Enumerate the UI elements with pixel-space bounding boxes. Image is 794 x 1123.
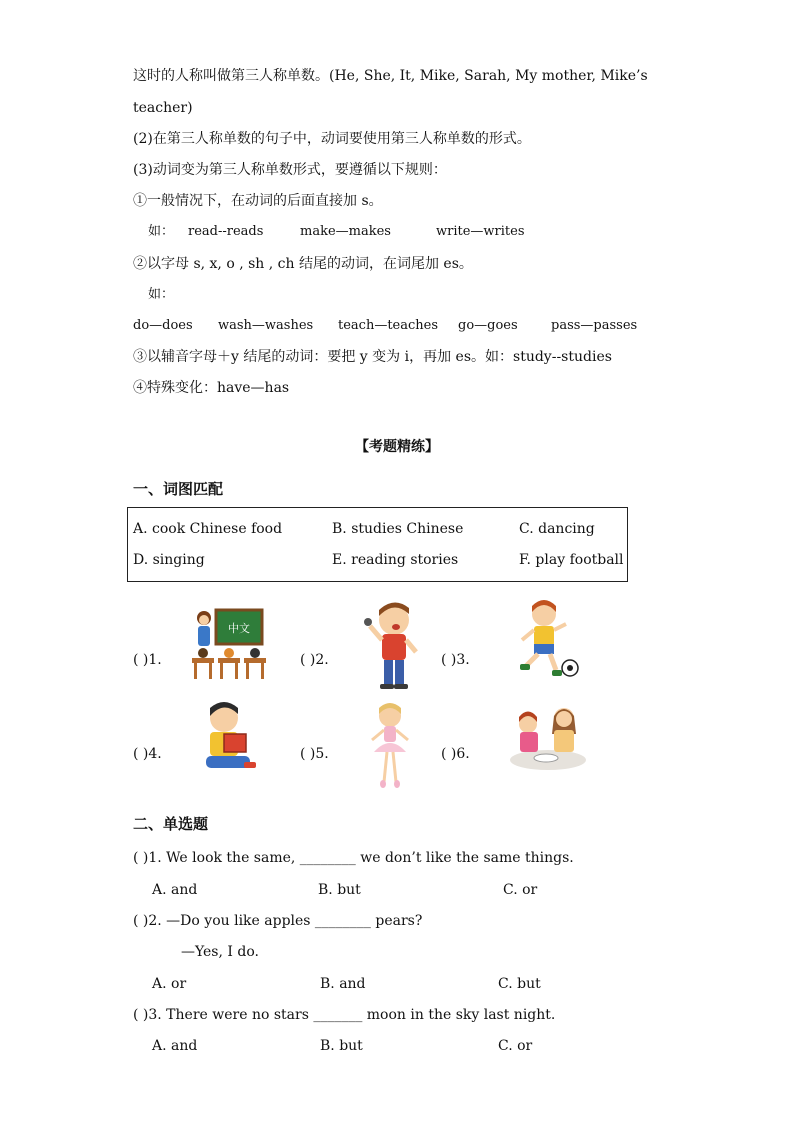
answer-blank-5[interactable]: ( )5.: [300, 746, 329, 762]
option-f: F. play football: [519, 552, 624, 568]
football-boy-picture: [516, 600, 582, 680]
q3-option-b[interactable]: B. but: [320, 1038, 363, 1054]
q2-option-a[interactable]: A. or: [152, 976, 187, 992]
example-item: read--reads: [188, 224, 264, 239]
rule-text-line: (2)在第三人称单数的句子中，动词要使用第三人称单数的形式。: [133, 131, 531, 147]
option-c: C. dancing: [519, 521, 595, 537]
example-item: write—writes: [436, 224, 525, 239]
option-a: A. cook Chinese food: [133, 521, 283, 537]
example-item: wash—washes: [218, 318, 314, 333]
section-1-title: 一、词图匹配: [133, 480, 224, 498]
example-item: pass—passes: [551, 318, 638, 333]
example-label: 如：: [148, 287, 175, 302]
rule-2: ②以字母 s, x, o , sh , ch 结尾的动词，在词尾加 es。: [133, 256, 473, 272]
question-2-stem: ( )2. —Do you like apples ________ pears?: [133, 913, 423, 929]
rule-1: ①一般情况下，在动词的后面直接加 s。: [133, 193, 383, 209]
question-2-reply: —Yes, I do.: [181, 944, 259, 960]
rule-3: ③以辅音字母＋y 结尾的动词：要把 y 变为 i，再加 es。如：study--studies: [133, 349, 612, 365]
classroom-picture: [190, 606, 268, 684]
practice-heading: 【考题精练】: [355, 439, 439, 455]
example-item: make—makes: [300, 224, 391, 239]
q1-option-a[interactable]: A. and: [152, 882, 198, 898]
section-2-title: 二、单选题: [133, 815, 209, 833]
rule-text-line: teacher): [133, 100, 193, 116]
reading-boy-picture: [198, 700, 260, 774]
cooking-picture: [508, 704, 588, 772]
option-e: E. reading stories: [332, 552, 459, 568]
dancing-girl-picture: [368, 702, 412, 790]
q1-option-b[interactable]: B. but: [318, 882, 361, 898]
rule-text-line: (3)动词变为第三人称单数形式，要遵循以下规则：: [133, 162, 447, 178]
option-d: D. singing: [133, 552, 205, 568]
q2-option-c[interactable]: C. but: [498, 976, 541, 992]
example-label: 如：: [148, 224, 175, 239]
rule-4: ④特殊变化：have—has: [133, 380, 290, 396]
example-item: do—does: [133, 318, 193, 333]
answer-blank-2[interactable]: ( )2.: [300, 652, 329, 668]
q1-option-c[interactable]: C. or: [503, 882, 538, 898]
example-item: go—goes: [458, 318, 518, 333]
answer-blank-3[interactable]: ( )3.: [441, 652, 470, 668]
question-3-stem: ( )3. There were no stars _______ moon in the sky last night.: [133, 1007, 556, 1023]
q2-option-b[interactable]: B. and: [320, 976, 366, 992]
answer-blank-1[interactable]: ( )1.: [133, 652, 162, 668]
answer-blank-4[interactable]: ( )4.: [133, 746, 162, 762]
singing-boy-picture: [358, 600, 424, 692]
example-item: teach—teaches: [338, 318, 439, 333]
option-b: B. studies Chinese: [332, 521, 464, 537]
q3-option-c[interactable]: C. or: [498, 1038, 533, 1054]
q3-option-a[interactable]: A. and: [152, 1038, 198, 1054]
board-text: 中文: [228, 622, 250, 635]
question-1-stem: ( )1. We look the same, ________ we don’t like the same things.: [133, 850, 574, 866]
answer-blank-6[interactable]: ( )6.: [441, 746, 470, 762]
rule-text-line: 这时的人称叫做第三人称单数。(He, She, It, Mike, Sarah, My mother, Mike’s: [133, 68, 648, 84]
options-box: [127, 507, 628, 582]
